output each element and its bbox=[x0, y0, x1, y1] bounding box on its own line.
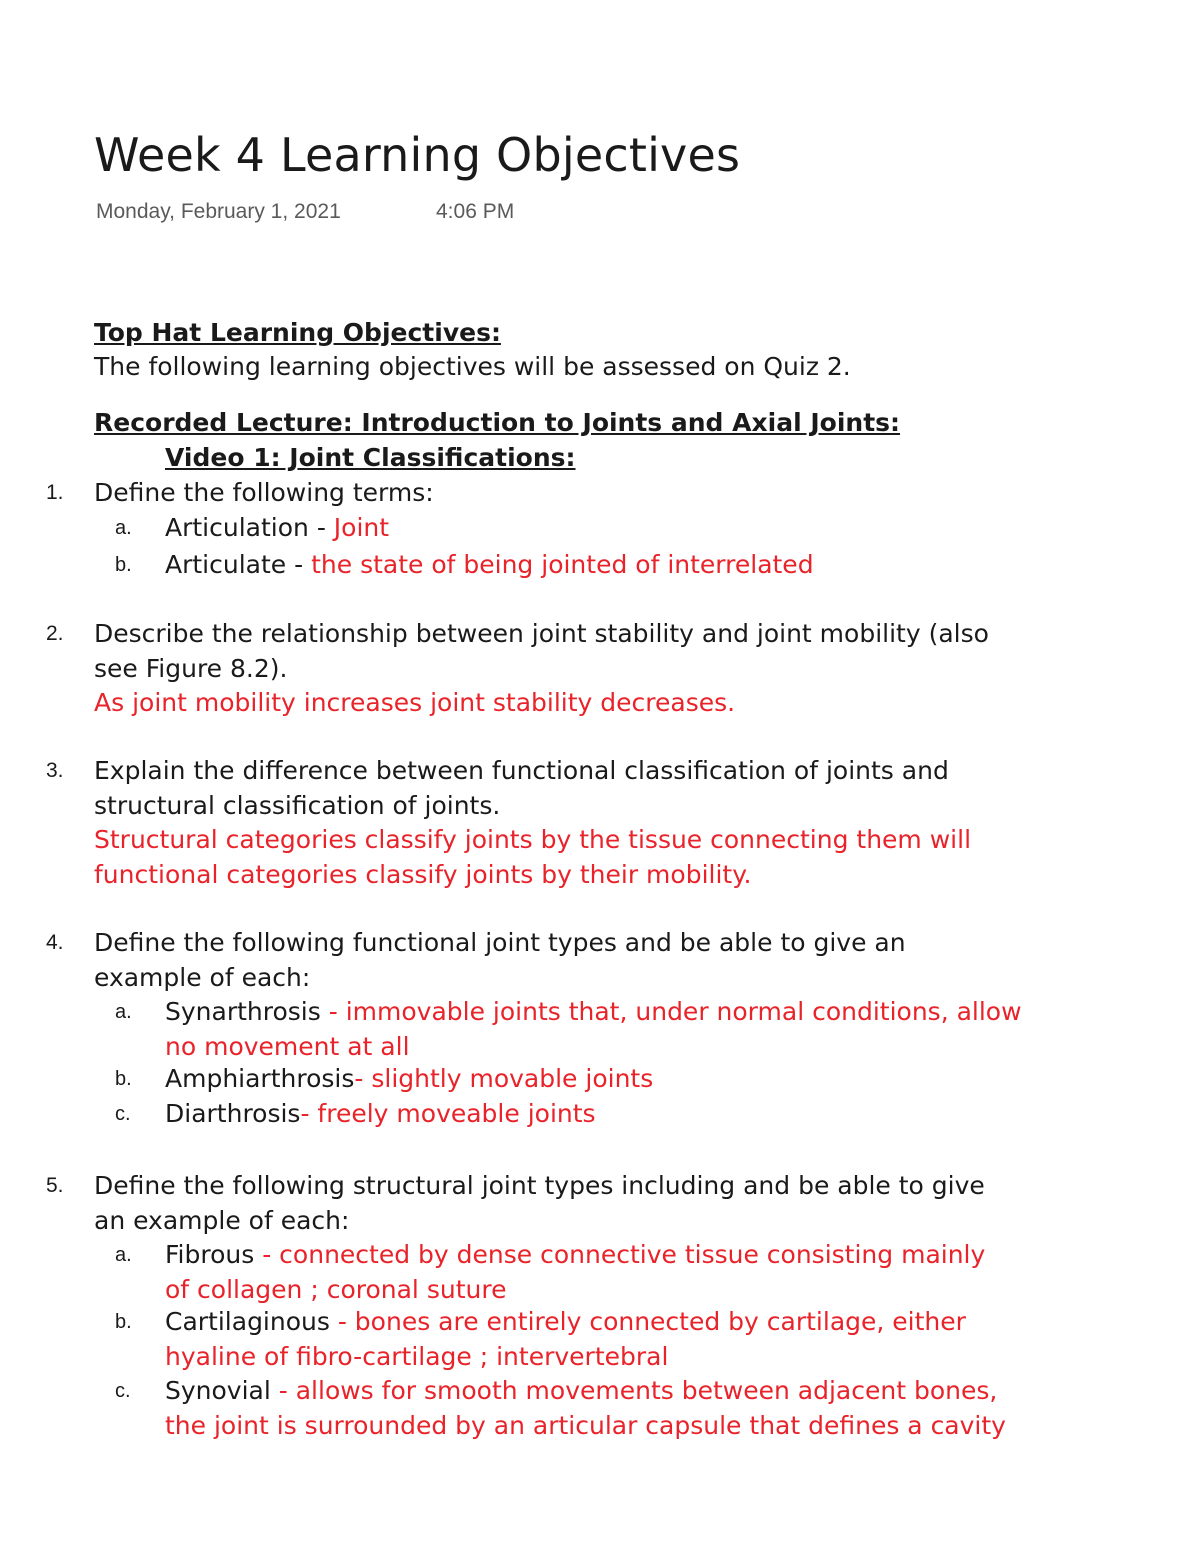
sub-letter: a. bbox=[115, 1244, 132, 1266]
item-text: structural classification of joints. bbox=[94, 791, 501, 820]
top-hat-heading: Top Hat Learning Objectives: bbox=[94, 318, 501, 347]
page-title: Week 4 Learning Objectives bbox=[94, 128, 741, 182]
sub-item bbox=[165, 1062, 653, 1096]
sub-answer: the state of being jointed of interrelated bbox=[311, 550, 814, 579]
sub-term: Articulation - bbox=[165, 513, 334, 542]
sub-answer-cont: hyaline of fibro-cartilage ; intervertebral bbox=[165, 1342, 669, 1371]
sub-answer: - freely moveable joints bbox=[300, 1099, 596, 1128]
sub-letter: a. bbox=[115, 1001, 132, 1023]
sub-term: Synovial bbox=[165, 1376, 279, 1405]
sub-term: Synarthrosis bbox=[165, 997, 329, 1026]
sub-letter: b. bbox=[115, 1311, 132, 1333]
sub-answer: Joint bbox=[333, 513, 390, 542]
item-text: Explain the difference between functional classification of joints and bbox=[94, 756, 949, 785]
sub-term: Articulate - bbox=[165, 550, 312, 579]
sub-answer: - connected by dense connective tissue consisting mainly bbox=[262, 1240, 986, 1269]
sub-term: Diarthrosis bbox=[165, 1099, 301, 1128]
sub-item bbox=[165, 548, 814, 582]
item-number: 5. bbox=[46, 1174, 64, 1197]
item-number: 4. bbox=[46, 931, 64, 954]
sub-letter: c. bbox=[115, 1103, 131, 1125]
sub-answer: - slightly movable joints bbox=[354, 1064, 654, 1093]
sub-answer: - immovable joints that, under normal conditions, allow bbox=[328, 997, 1022, 1026]
item-number: 2. bbox=[46, 622, 64, 645]
item-text: Define the following functional joint types and be able to give an bbox=[94, 928, 906, 957]
video-heading: Video 1: Joint Classifications: bbox=[165, 443, 576, 472]
sub-letter: a. bbox=[115, 517, 132, 539]
sub-letter: b. bbox=[115, 1068, 132, 1090]
item-text: Describe the relationship between joint stability and joint mobility (also bbox=[94, 619, 989, 648]
sub-answer-cont: the joint is surrounded by an articular capsule that defines a cavity bbox=[165, 1411, 1006, 1440]
sub-item bbox=[165, 1238, 985, 1272]
sub-answer: - allows for smooth movements between adjacent bones, bbox=[278, 1376, 998, 1405]
top-hat-intro: The following learning objectives will be assessed on Quiz 2. bbox=[94, 352, 851, 381]
sub-item bbox=[165, 1305, 966, 1339]
sub-answer-cont: of collagen ; coronal suture bbox=[165, 1275, 507, 1304]
item-number: 3. bbox=[46, 759, 64, 782]
sub-answer: - bones are entirely connected by cartilage, either bbox=[337, 1307, 966, 1336]
item-text: see Figure 8.2). bbox=[94, 654, 288, 683]
sub-term: Cartilaginous bbox=[165, 1307, 338, 1336]
item-text: Define the following structural joint types including and be able to give bbox=[94, 1171, 985, 1200]
lecture-heading: Recorded Lecture: Introduction to Joints and Axial Joints: bbox=[94, 408, 901, 437]
sub-item bbox=[165, 1097, 596, 1131]
note-date: Monday, February 1, 2021 bbox=[96, 200, 341, 223]
sub-term: Amphiarthrosis bbox=[165, 1064, 355, 1093]
item-answer: functional categories classify joints by their mobility. bbox=[94, 860, 752, 889]
sub-item bbox=[165, 511, 389, 545]
sub-answer-cont: no movement at all bbox=[165, 1032, 410, 1061]
item-text: an example of each: bbox=[94, 1206, 350, 1235]
sub-item bbox=[165, 1374, 997, 1408]
sub-term: Fibrous bbox=[165, 1240, 263, 1269]
item-text: example of each: bbox=[94, 963, 311, 992]
item-number: 1. bbox=[46, 481, 64, 504]
sub-letter: b. bbox=[115, 554, 132, 576]
item-text: Define the following terms: bbox=[94, 478, 434, 507]
note-time: 4:06 PM bbox=[436, 200, 515, 223]
item-answer: Structural categories classify joints by the tissue connecting them will bbox=[94, 825, 972, 854]
item-answer: As joint mobility increases joint stability decreases. bbox=[94, 688, 736, 717]
sub-letter: c. bbox=[115, 1380, 131, 1402]
sub-item bbox=[165, 995, 1022, 1029]
